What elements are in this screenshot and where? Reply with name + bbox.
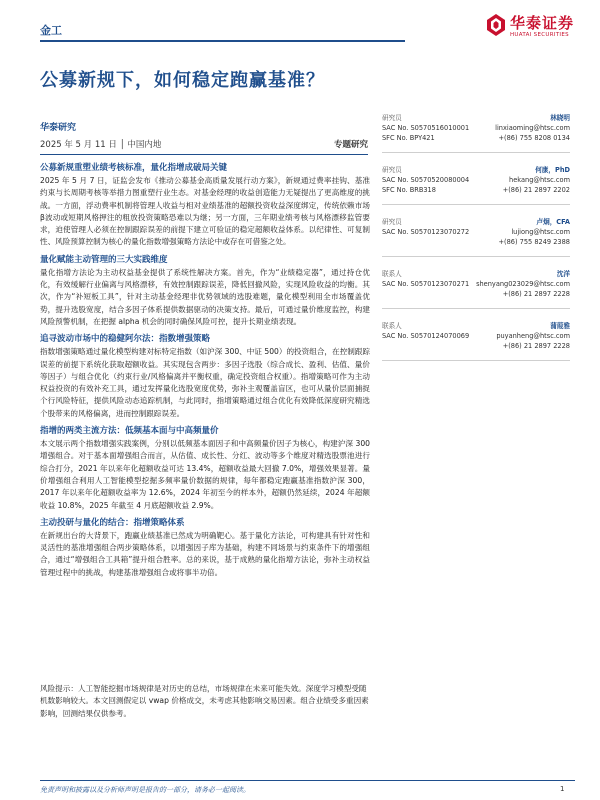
analyst-sac: SAC No. S0570123070271 — [382, 280, 470, 288]
analyst-card — [382, 320, 570, 366]
report-meta-row — [40, 138, 368, 152]
analyst-phone: +(86) 21 2897 2228 — [502, 290, 570, 298]
report-date-region: 2025 年 5 月 11 日 │ 中国内地 — [40, 140, 162, 150]
section-body: 2025 年 5 月 7 日，证监会发布《推动公募基金高质量发展行动方案》，新规通过费率挂钩、基准约束与长周期考核等举措力图重塑行业生态。对基金经理的收益创造能力无疑提出了更高维度的挑战。一方面，浮动费率机制将管理人收益与相对业绩基准的超额投资收益深度绑定，传统依赖市场β波动或短期风格押注的粗放投资策略恐难以为继；另一方面，三年期业绩考核与风格漂移监管要求，迫使管理人必须在控制跟踪误差的前提下建立可验证的稳定超额收益体系。以纪律性、可复制性、风险预算控制为核心的量化指数增强策略方法论中或存在可借鉴之处。 — [40, 176, 370, 247]
analyst-name: 何康，PhD — [535, 166, 570, 174]
analyst-sac: SAC No. S0570520080004 — [382, 176, 470, 184]
analyst-sfc: SFC No. BPY421 — [382, 134, 435, 142]
analyst-card — [382, 112, 570, 158]
analyst-name: 卢炯，CFA — [536, 218, 570, 226]
analyst-email[interactable]: shenyang023029@htsc.com — [476, 280, 570, 288]
analyst-role: 研究员 — [382, 218, 402, 226]
analyst-sac: SAC No. S0570516010001 — [382, 124, 470, 132]
report-source: 华泰研究 — [40, 123, 77, 133]
analyst-role: 研究员 — [382, 166, 402, 174]
report-type: 专题研究 — [333, 140, 368, 150]
analyst-email[interactable]: puyanheng@htsc.com — [496, 332, 570, 340]
analyst-email[interactable]: lujiong@htsc.com — [511, 228, 570, 236]
analyst-divider — [382, 152, 570, 153]
analyst-phone: +(86) 21 2897 2228 — [502, 342, 570, 350]
analyst-divider — [382, 308, 570, 309]
section — [40, 254, 370, 328]
section — [40, 333, 370, 420]
analyst-phone: +(86) 755 8208 0134 — [498, 134, 570, 142]
section-heading: 追寻波动市场中的稳健阿尔法：指数增强策略 — [40, 334, 211, 345]
category-tag: 金工 — [40, 24, 62, 37]
analyst-divider — [382, 204, 570, 205]
analyst-name: 沈洋 — [556, 270, 570, 278]
section — [40, 162, 370, 249]
section-heading: 指增的两类主流方法：低频基本面与中高频量价 — [40, 426, 219, 437]
analyst-phone: +(86) 21 2897 2202 — [502, 186, 570, 194]
analyst-sfc: SFC No. BRB318 — [382, 186, 436, 194]
risk-note: 风险提示：人工智能挖掘市场规律是对历史的总结，市场规律在未来可能失效。深度学习模型受随机数影响较大。本文回测假定以 vwap 价格成交，未考虑其他影响交易因素。组合业绩受多重因素影响，回测结果仅供参考。 — [40, 684, 369, 718]
page-number: 1 — [560, 785, 565, 793]
analyst-name: 蒲葭雅 — [550, 322, 570, 330]
analyst-name: 林晓明 — [550, 114, 570, 122]
footer-disclaimer: 免责声明和披露以及分析师声明是报告的一部分，请务必一起阅读。 — [40, 786, 250, 794]
section-body: 本文展示两个指数增强实践案例，分别以低频基本面因子和中高频量价因子为核心，构建沪深 300 增强组合。对于基本面增强组合而言，从估值、成长性、分红、波动等多个维度对精选股票池进行综合打分，2021 年以来年化超额收益可达 13.4%，超额收益最大回撤 7.0%，增强效果显著。量价增强组合利用人工智能模型挖掘多频率量价数据的规律，每年都稳定跑赢基准指数沪深 300，2017 年以来年化超额收益率为 12.6%，2024 年初至今的样本外，超额仍然延续，2024 年超额收益 10.8%，2025 年截至 4 月底超额收益 2.9%。 — [40, 439, 370, 510]
analyst-sidebar — [382, 112, 570, 372]
section-body: 在新规出台的大背景下，跑赢业绩基准已然成为明确靶心。基于量化方法论，可构建具有针对性和灵活性的基准增强组合两步策略体系，以增强因子库为基础，构建不同场景与约束条件下的增强组合，通过“增强组合工具箱”提升组合胜率。总的来说，基于成熟的量化指增方法论，弥补主动权益管理过程中的挑战，构建基准增强组合或将事半功倍。 — [40, 530, 370, 577]
analyst-phone: +(86) 755 8249 2388 — [498, 238, 570, 246]
logo-mark-icon — [487, 14, 505, 36]
analyst-card — [382, 164, 570, 210]
report-body — [40, 162, 370, 584]
analyst-card — [382, 216, 570, 262]
logo-name-en: HUATAI SECURITIES — [510, 32, 569, 38]
section-heading: 主动投研与量化的结合：指增策略体系 — [40, 517, 185, 528]
analyst-card — [382, 268, 570, 314]
logo-name-cn: 华泰证券 — [510, 14, 575, 32]
analyst-email[interactable]: linxiaoming@htsc.com — [495, 124, 570, 132]
section-heading: 量化赋能主动管理的三大实践维度 — [40, 254, 168, 265]
section — [40, 425, 370, 512]
section-body: 量化指增方法论为主动权益基金提供了系统性解决方案。首先，作为“业绩稳定器”，通过持仓优化，有效缓解行业偏离与风格漂移，有效控制跟踪误差，降低回撤风险，实现风险收益的均衡。其次，作为“补短板工具”，针对主动基金经理非优势领域的选股难题，量化模型利用全市场覆盖优势，提升选股宽度，结合多因子体系提供数据驱动的决策支持。最后，可通过量价维度监控，构建风险预警机制，在把握 alpha 机会的同时确保风险可控，提升长期业绩表现。 — [40, 267, 370, 326]
section-heading: 公募新规重塑业绩考核标准，量化指增成破局关键 — [40, 163, 228, 173]
analyst-sac: SAC No. S0570124070069 — [382, 332, 470, 340]
footer-divider — [40, 780, 575, 781]
company-logo — [487, 10, 587, 44]
analyst-sac: SAC No. S0570123070272 — [382, 228, 470, 236]
analyst-role: 研究员 — [382, 114, 402, 122]
analyst-email[interactable]: hekang@htsc.com — [509, 176, 570, 184]
header-divider — [40, 40, 405, 42]
analyst-divider — [382, 360, 570, 361]
analyst-divider — [382, 256, 570, 257]
meta-divider — [40, 154, 368, 155]
report-title: 公募新规下，如何稳定跑赢基准？ — [40, 70, 325, 91]
section-body: 指数增强策略通过量化模型构建对标特定指数（如沪深 300、中证 500）的投资组合，在控制跟踪误差的前提下系统化获取超额收益。其实现包含两步：多因子选股（综合成长、盈利、估值、量价等因子）与组合优化（约束行业/风格偏离并平衡权重，确定投资组合权重）。指增策略可作为主动权益投资的有效补充工具，通过发挥量化选股宽度优势，弥补主观覆盖盲区，也可从量价层面捕捉个行风险特征，提供风险动态追踪机制，与此同时，指增策略通过组合优化有效降低深度研究精选个股带来的风格偏离，进而控制跟踪误差。 — [40, 347, 370, 418]
analyst-role: 联系人 — [382, 270, 402, 278]
section — [40, 517, 370, 579]
analyst-role: 联系人 — [382, 322, 402, 330]
